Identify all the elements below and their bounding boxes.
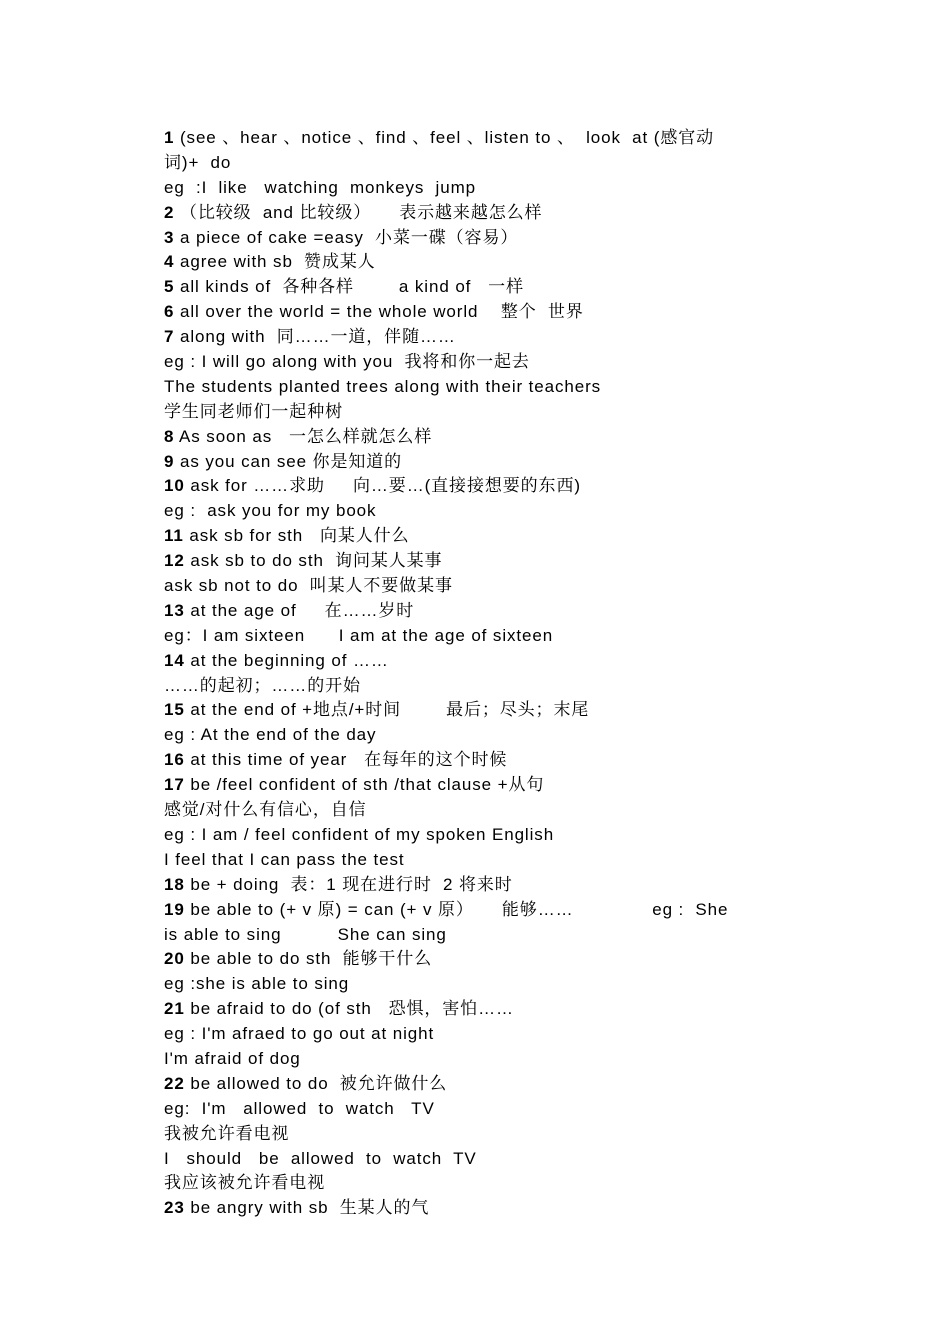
line-2 — [164, 151, 789, 176]
line-text: be allowed to do 被允许做什么 — [184, 1073, 448, 1093]
line-text: ask sb to do sth 询问某人某事 — [184, 551, 443, 571]
line-16 — [164, 499, 789, 524]
line-6 — [164, 250, 789, 275]
line-8 — [164, 300, 789, 325]
line-40 — [164, 1097, 789, 1122]
entry-number: 15 — [164, 700, 185, 720]
line-text: (see 、hear 、notice 、find 、feel 、listen to 、 look at (感官动 — [174, 128, 715, 147]
entry-number: 14 — [164, 650, 185, 670]
line-19 — [164, 574, 789, 599]
line-text: all kinds of 各种各样 a kind of 一样 — [174, 277, 524, 297]
line-5 — [164, 226, 789, 251]
entry-number: 5 — [164, 277, 175, 297]
line-26 — [164, 748, 789, 773]
line-text: I feel that I can pass the test — [164, 849, 405, 869]
document-page — [164, 126, 789, 1221]
line-text: all over the world = the whole world 整个 世界 — [174, 302, 584, 322]
line-9 — [164, 325, 789, 350]
line-15 — [164, 474, 789, 499]
line-text: be + doing 表：1 现在进行时 2 将来时 — [184, 874, 513, 894]
line-text: be angry with sb 生某人的气 — [184, 1198, 430, 1218]
entry-number: 12 — [164, 551, 185, 571]
entry-number: 23 — [164, 1198, 185, 1218]
line-text: is able to sing She can sing — [164, 924, 447, 944]
line-text: ask sb not to do 叫某人不要做某事 — [164, 576, 453, 596]
line-10 — [164, 350, 789, 375]
line-39 — [164, 1072, 789, 1097]
line-text: agree with sb 赞成某人 — [174, 252, 376, 272]
line-27 — [164, 773, 789, 798]
entry-number: 7 — [164, 327, 175, 347]
entry-number: 3 — [164, 227, 175, 247]
line-text: eg : ask you for my book — [164, 501, 377, 521]
entry-number: 18 — [164, 874, 185, 894]
line-text: at the end of +地点/+时间 最后；尽头；末尾 — [184, 700, 590, 720]
phrase-list — [164, 126, 789, 1221]
line-41 — [164, 1122, 789, 1147]
entry-number: 4 — [164, 252, 175, 272]
line-text: a piece of cake =easy 小菜一碟（容易） — [174, 227, 519, 247]
line-1 — [164, 126, 789, 151]
entry-number: 16 — [164, 750, 185, 770]
line-text: eg :she is able to sing — [164, 974, 350, 994]
line-12 — [164, 400, 789, 425]
line-18 — [164, 549, 789, 574]
entry-number: 22 — [164, 1073, 185, 1093]
line-30 — [164, 848, 789, 873]
line-20 — [164, 599, 789, 624]
line-35 — [164, 972, 789, 997]
line-text: ask for ……求助 向…要…(直接接想要的东西) — [184, 476, 581, 496]
line-text: 我应该被允许看电视 — [164, 1173, 326, 1193]
line-text: 学生同老师们一起种树 — [164, 401, 343, 421]
line-text: eg :I like watching monkeys jump — [164, 177, 476, 197]
line-25 — [164, 723, 789, 748]
line-36 — [164, 997, 789, 1022]
line-text: 词)+ do — [164, 152, 232, 172]
entry-number: 17 — [164, 775, 185, 795]
line-7 — [164, 275, 789, 300]
line-text: eg : I am / feel confident of my spoken English — [164, 824, 555, 844]
line-text: at the beginning of …… — [184, 650, 389, 670]
line-11 — [164, 375, 789, 400]
line-text: as you can see 你是知道的 — [174, 451, 403, 471]
line-text: eg : I'm afraed to go out at night — [164, 1024, 435, 1044]
line-28 — [164, 798, 789, 823]
line-13 — [164, 425, 789, 450]
line-text: 我被允许看电视 — [164, 1123, 290, 1143]
line-22 — [164, 649, 789, 674]
line-text: eg：I am sixteen I am at the age of sixteen — [164, 625, 554, 645]
line-32 — [164, 898, 789, 923]
entry-number: 10 — [164, 476, 185, 496]
line-21 — [164, 624, 789, 649]
line-31 — [164, 873, 789, 898]
line-29 — [164, 823, 789, 848]
line-42 — [164, 1147, 789, 1172]
line-3 — [164, 176, 789, 201]
line-24 — [164, 698, 789, 723]
entry-number: 19 — [164, 899, 185, 919]
line-33 — [164, 923, 789, 948]
entry-number: 9 — [164, 451, 175, 471]
line-text: I'm afraid of dog — [164, 1048, 301, 1068]
line-44 — [164, 1196, 789, 1221]
line-text: The students planted trees along with their teachers — [164, 376, 602, 396]
line-text: be afraid to do (of sth 恐惧，害怕…… — [184, 999, 514, 1019]
line-text: along with 同……一道，伴随…… — [174, 327, 456, 347]
entry-number: 1 — [164, 128, 175, 147]
entry-number: 8 — [164, 426, 175, 446]
line-4 — [164, 201, 789, 226]
line-text: be /feel confident of sth /that clause +从句 — [184, 775, 545, 795]
line-text: As soon as 一怎么样就怎么样 — [174, 426, 433, 446]
entry-number: 20 — [164, 949, 185, 969]
line-43 — [164, 1171, 789, 1196]
line-37 — [164, 1022, 789, 1047]
line-text: ……的起初；……的开始 — [164, 675, 361, 695]
line-text: I should be allowed to watch TV — [164, 1148, 477, 1168]
line-text: eg : At the end of the day — [164, 725, 377, 745]
line-text: eg: I'm allowed to watch TV — [164, 1098, 435, 1118]
line-text: be able to (+ v 原) = can (+ v 原） 能够…… eg : She — [184, 899, 729, 919]
entry-number: 21 — [164, 999, 185, 1019]
line-14 — [164, 450, 789, 475]
line-text: at this time of year 在每年的这个时候 — [184, 750, 508, 770]
line-text: （比较级 and 比较级） 表示越来越怎么样 — [174, 202, 543, 222]
line-text: eg : I will go along with you 我将和你一起去 — [164, 352, 530, 372]
line-34 — [164, 947, 789, 972]
line-text: be able to do sth 能够干什么 — [184, 949, 433, 969]
entry-number: 11 — [164, 526, 184, 546]
entry-number: 2 — [164, 202, 175, 222]
entry-number: 6 — [164, 302, 175, 322]
line-text: at the age of 在……岁时 — [184, 600, 415, 620]
line-23 — [164, 674, 789, 699]
line-17 — [164, 524, 789, 549]
line-38 — [164, 1047, 789, 1072]
line-text: 感觉/对什么有信心，自信 — [164, 800, 367, 820]
entry-number: 13 — [164, 600, 185, 620]
line-text: ask sb for sth 向某人什么 — [183, 526, 410, 546]
